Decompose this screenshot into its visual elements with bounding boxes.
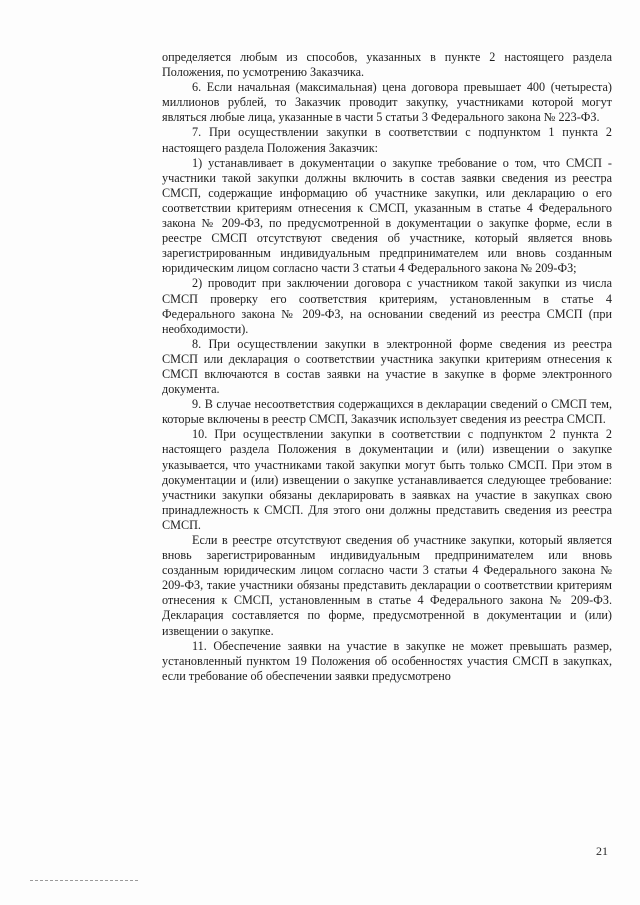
paragraph-continuation: определяется любым из способов, указанных в пункте 2 настоящего раздела Положения, по усмотрению Заказчика.: [162, 50, 612, 80]
paragraph-item-7-1: 1) устанавливает в документации о закупке требование о том, что СМСП - участники такой закупки должны включить в состав заявки сведения из реестра СМСП, содержащие информацию об участнике закупки, или декларацию о его соответствии критериям отнесения к СМСП, указанным в статье 4 Федерального закона № 209-ФЗ, по предусмотренной в документации о закупке форме, если в реестре СМСП отсутствуют сведения об участнике, который является вновь зарегистрированным индивидуальным предпринимателем или вновь созданным юридическим лицом согласно части 3 статьи 4 Федерального закона № 209-ФЗ;: [162, 155, 612, 276]
document-body: [162, 50, 612, 684]
paragraph-item-7: 7. При осуществлении закупки в соответствии с подпунктом 1 пункта 2 настоящего раздела Положения Заказчик:: [162, 125, 612, 155]
paragraph-item-11: 11. Обеспечение заявки на участие в закупке не может превышать размер, установленный пунктом 19 Положения об особенностях участия СМСП в закупках, если требование об обеспечении заявки предусмотрено: [162, 638, 612, 683]
paragraph-item-8: 8. При осуществлении закупки в электронной форме сведения из реестра СМСП или декларация о соответствии участника закупки критериям отнесения к СМСП включаются в состав заявки на участие в закупке в форме электронного документа.: [162, 336, 612, 397]
page-number: 21: [596, 844, 608, 858]
paragraph-item-9: 9. В случае несоответствия содержащихся в декларации сведений о СМСП тем, которые включены в реестр СМСП, Заказчик использует сведения из реестра СМСП.: [162, 397, 612, 427]
paragraph-item-10: 10. При осуществлении закупки в соответствии с подпунктом 2 пункта 2 настоящего раздела Положения в документации и (или) извещении о закупке указывается, что участниками такой закупки могут быть только СМСП. При этом в документации и (или) извещении о закупке устанавливается следующее требование: участники закупки обязаны декларировать в заявках на участие в закупках свою принадлежность к СМСП. Для этого они должны представить сведения из реестра СМСП.: [162, 427, 612, 532]
paragraph-item-7-2: 2) проводит при заключении договора с участником такой закупки из числа СМСП проверку его соответствия критериям, установленным в статье 4 Федерального закона № 209-ФЗ, на основании сведений из реестра СМСП (при необходимости).: [162, 276, 612, 336]
paragraph-item-6: 6. Если начальная (максимальная) цена договора превышает 400 (четыреста) миллионов рублей, то Заказчик проводит закупку, участниками которой могут являться любые лица, указанные в части 5 статьи 3 Федерального закона № 223-ФЗ.: [162, 80, 612, 125]
paragraph-item-10-cont: Если в реестре отсутствуют сведения об участнике закупки, который является вновь зарегистрированным индивидуальным предпринимателем или вновь созданным юридическим лицом согласно части 3 статьи 4 Федерального закона № 209-ФЗ, такие участники обязаны представить декларации о соответствии критериям отнесения к СМСП, установленным в статье 4 Федерального закона № 209-ФЗ. Декларация составляется по форме, предусмотренной в документации и (или) извещении о закупке.: [162, 533, 612, 638]
scan-artifact-line: [30, 880, 138, 881]
